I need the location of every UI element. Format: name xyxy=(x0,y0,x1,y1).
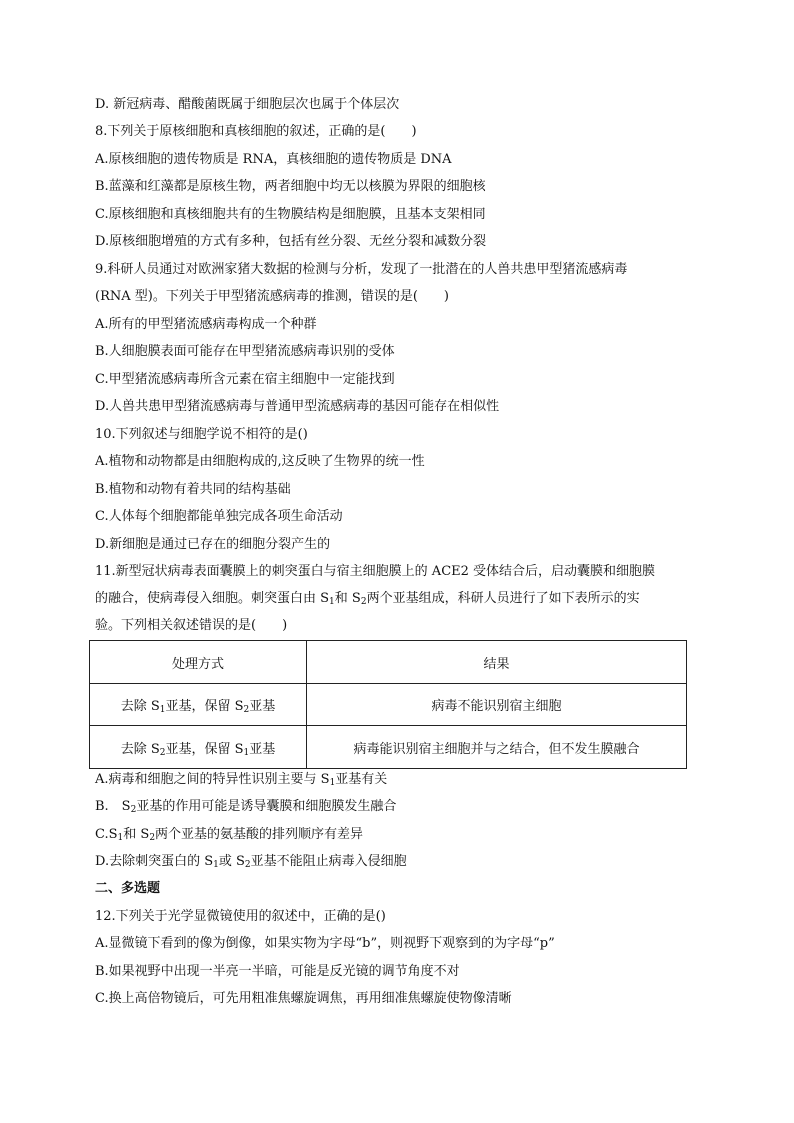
q10-option-b: B.植物和动物有着共同的结构基础 xyxy=(95,482,291,497)
q11-stem-line2: 的融合，使病毒侵入细胞。刺突蛋白由 $S_1$和 $S_2$两个亚基组成，科研人员进行了如下表所示的实 xyxy=(95,591,640,607)
q9-option-c: C.甲型猪流感病毒所含元素在宿主细胞中一定能找到 xyxy=(95,372,395,387)
q11-option-a: A.病毒和细胞之间的特异性识别主要与 $S_1$亚基有关 xyxy=(95,772,388,788)
q8-option-d: D.原核细胞增殖的方式有多种，包括有丝分裂、无丝分裂和减数分裂 xyxy=(95,234,487,249)
q12-option-b: B.如果视野中出现一半亮一半暗，可能是反光镜的调节角度不对 xyxy=(95,964,460,979)
q12-stem: 12.下列关于光学显微镜使用的叙述中，正确的是() xyxy=(95,909,386,924)
table-row xyxy=(90,726,687,769)
header-result: 结果 xyxy=(307,641,687,684)
table-row xyxy=(90,684,687,726)
q11-option-d: D.去除刺突蛋白的 $S_1$或 $S_2$亚基不能阻止病毒入侵细胞 xyxy=(95,854,407,870)
q11-stem-line1: 11.新型冠状病毒表面囊膜上的刺突蛋白与宿主细胞膜上的 ACE2 受体结合后，启动囊膜和细胞膜 xyxy=(95,564,656,579)
section-title-multiple-choice: 二、多选题 xyxy=(95,881,161,896)
q9-option-b: B.人细胞膜表面可能存在甲型猪流感病毒识别的受体 xyxy=(95,344,395,359)
q12-option-c: C.换上高倍物镜后，可先用粗准焦螺旋调焦，再用细准焦螺旋使物像清晰 xyxy=(95,991,512,1006)
result-cell: 病毒能识别宿主细胞并与之结合，但不发生膜融合 xyxy=(307,726,687,769)
q9-option-d: D.人兽共患甲型猪流感病毒与普通甲型流感病毒的基因可能存在相似性 xyxy=(95,399,500,414)
q10-option-d: D.新细胞是通过已存在的细胞分裂产生的 xyxy=(95,537,331,552)
q10-option-c: C.人体每个细胞都能单独完成各项生命活动 xyxy=(95,509,343,524)
q12-option-a: A.显微镜下看到的像为倒像，如果实物为字母“b”，则视野下观察到的为字母“p” xyxy=(95,936,555,951)
q7-option-d: D. 新冠病毒、醋酸菌既属于细胞层次也属于个体层次 xyxy=(95,97,400,112)
result-cell: 病毒不能识别宿主细胞 xyxy=(307,684,687,726)
q10-option-a: A.植物和动物都是由细胞构成的,这反映了生物界的统一性 xyxy=(95,454,425,469)
experiment-table xyxy=(89,640,687,769)
q9-option-a: A.所有的甲型猪流感病毒构成一个种群 xyxy=(95,317,317,332)
q9-stem-line1: 9.科研人员通过对欧洲家猪大数据的检测与分析，发现了一批潜在的人兽共患甲型猪流感病毒 xyxy=(95,262,628,277)
header-treatment: 处理方式 xyxy=(90,641,307,684)
treatment-cell: 去除 $S_1$亚基，保留 $S_2$亚基 xyxy=(90,684,307,726)
q11-stem-line3: 验。下列相关叙述错误的是( ) xyxy=(95,618,288,633)
q9-stem-line2: (RNA 型)。下列关于甲型猪流感病毒的推测，错误的是( ) xyxy=(95,289,449,304)
treatment-cell: 去除 $S_2$亚基，保留 $S_1$亚基 xyxy=(90,726,307,769)
q8-option-b: B.蓝藻和红藻都是原核生物，两者细胞中均无以核膜为界限的细胞核 xyxy=(95,179,486,194)
q8-option-a: A.原核细胞的遗传物质是 RNA，真核细胞的遗传物质是 DNA xyxy=(95,152,452,167)
q11-option-c: $C.S_1$和 $S_2$两个亚基的氨基酸的排列顺序有差异 xyxy=(95,827,364,843)
table-header-row xyxy=(90,641,687,684)
q8-option-c: C.原核细胞和真核细胞共有的生物膜结构是细胞膜，且基本支架相同 xyxy=(95,207,486,222)
q8-stem: 8.下列关于原核细胞和真核细胞的叙述，正确的是( ) xyxy=(95,124,417,139)
q11-option-b: B. $S_2$亚基的作用可能是诱导囊膜和细胞膜发生融合 xyxy=(95,799,397,815)
q10-stem: 10.下列叙述与细胞学说不相符的是() xyxy=(95,427,308,442)
